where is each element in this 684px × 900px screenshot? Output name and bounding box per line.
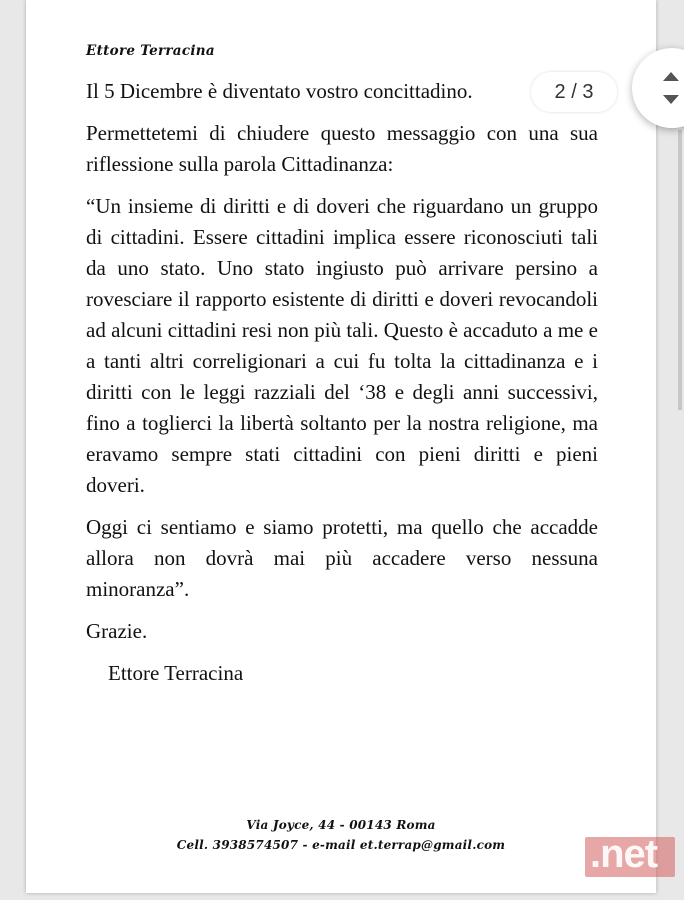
paragraph-request: Permettetemi di chiudere questo messaggio con una sua riflessione sulla parola Cittadinanza: (86, 121, 598, 176)
letterhead-name: Ettore Terracina (86, 43, 215, 59)
page-indicator: 2 / 3 (531, 72, 617, 112)
footer-address: Via Joyce, 44 - 00143 Roma (246, 818, 436, 832)
paragraph-conclusion: Oggi ci sentiamo e siamo protetti, ma quello che accadde allora non dovrà mai più accadere verso nessuna minoranza”. (86, 515, 598, 601)
up-down-arrows-icon (660, 70, 682, 106)
paragraph-quote: “Un insieme di diritti e di doveri che riguardano un gruppo di cittadini. Essere cittadini implica essere riconosciuti tali da uno stato. Uno stato ingiusto può arrivare persino a rovesciare il rapporto esistente di diritti e doveri revocandoli ad alcuni cittadini resi non più tali. Questo è accaduto a me e a tanti altri correligionari a cui fu tolta la cittadinanza e i diritti con le leggi razziali del ‘38 e degli anni successivi, fino a toglierci la libertà soltanto per la nostra religione, ma eravamo sempre stati cittadini con pieni diritti e pieni doveri. (86, 194, 598, 497)
watermark-text: .net (590, 832, 658, 876)
signature: Ettore Terracina (108, 661, 244, 685)
paragraph-thanks: Grazie. (86, 619, 148, 643)
document-page (26, 0, 656, 893)
paragraph-intro: Il 5 Dicembre è diventato vostro concittadino. (86, 79, 473, 103)
footer-contact: Cell. 3938574507 - e-mail et.terrap@gmail.com (176, 838, 506, 852)
scrollbar-track[interactable] (678, 130, 682, 410)
letter-body (86, 76, 598, 689)
